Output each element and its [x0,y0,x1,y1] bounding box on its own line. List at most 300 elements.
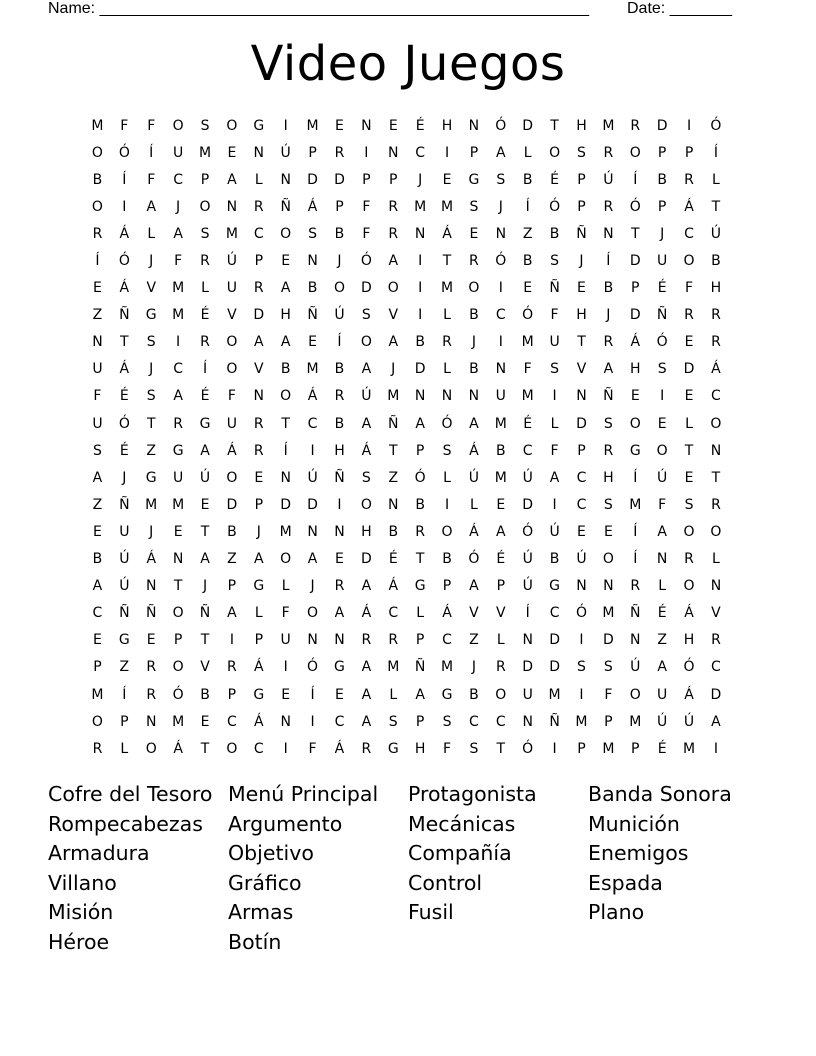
grid-letter: G [118,632,130,649]
grid-row [84,546,732,573]
grid-letter: P [442,578,452,595]
grid-letter: O [683,578,695,595]
grid-letter: Í [606,253,611,270]
grid-letter: C [495,307,506,324]
word-list-item: Fusil [408,900,454,925]
grid-letter: Ñ [656,307,668,324]
grid-letter: O [199,198,211,215]
grid-letter: N [307,253,318,270]
grid-letter: Ó [683,659,695,676]
grid-letter: B [469,361,479,378]
grid-letter: R [495,659,506,676]
grid-letter: B [388,523,399,540]
grid-letter: U [92,415,103,432]
grid-letter: Ó [118,253,130,270]
grid-letter: L [281,578,290,595]
grid-letter: Á [442,605,452,622]
grid-letter: Á [684,198,694,215]
grid-letter: B [549,225,560,242]
grid-letter: P [254,253,264,270]
word-list-item: Gráfico [228,870,302,895]
grid-letter: J [579,253,584,270]
grid-letter: Ñ [630,605,641,622]
grid-letter: É [657,605,667,622]
grid-letter: Ñ [576,225,587,242]
grid-letter: Ñ [119,496,130,513]
grid-letter: R [415,523,425,540]
grid-letter: E [469,225,479,242]
grid-letter: I [337,496,342,513]
grid-letter: Ñ [307,307,318,324]
grid-letter: E [173,523,183,540]
grid-letter: E [93,632,102,649]
grid-letter: R [711,307,721,324]
grid-letter: B [442,551,452,568]
grid-letter: O [280,388,292,405]
grid-letter: L [712,171,720,188]
grid-letter: P [200,171,210,188]
grid-letter: A [388,253,399,270]
grid-letter: D [656,117,668,134]
grid-letter: Í [525,605,530,622]
grid-row [84,356,732,383]
grid-letter: G [145,307,157,324]
grid-letter: V [227,307,237,324]
grid-letter: M [91,117,104,134]
grid-letter: H [629,361,641,378]
grid-letter: Z [92,496,103,513]
grid-letter: B [227,523,237,540]
grid-letter: M [521,388,534,405]
grid-letter: Ó [710,117,722,134]
grid-letter: I [310,442,315,459]
grid-letter: E [146,632,156,649]
grid-letter: M [145,496,158,513]
grid-letter: S [577,144,586,161]
grid-letter: D [549,659,560,676]
grid-letter: L [254,171,263,188]
grid-letter: H [414,740,426,757]
grid-letter: F [550,442,559,459]
grid-letter: Ú [119,551,130,568]
grid-letter: T [200,632,210,649]
grid-letter: I [552,388,557,405]
grid-letter: I [444,144,450,161]
grid-letter: U [549,334,560,351]
grid-letter: Á [361,605,372,622]
grid-letter: R [334,578,345,595]
grid-letter: N [468,117,480,134]
grid-letter: R [684,171,694,188]
grid-letter: P [362,171,371,188]
grid-letter: I [660,388,665,405]
grid-letter: L [712,551,720,568]
grid-letter: Ú [522,578,533,595]
grid-letter: T [496,740,506,757]
grid-letter: M [306,117,319,134]
grid-letter: N [92,334,103,351]
grid-letter: N [307,523,318,540]
grid-letter: E [227,144,237,161]
grid-letter: Á [119,361,130,378]
word-list-item: Plano [588,900,645,925]
grid-letter: T [146,415,156,432]
grid-letter: F [685,280,694,297]
grid-letter: L [470,496,478,513]
grid-letter: O [280,551,292,568]
grid-letter: C [684,225,694,242]
grid-letter: S [603,496,613,513]
grid-letter: A [657,659,667,676]
grid-letter: H [710,280,722,297]
grid-letter: J [471,334,476,351]
grid-letter: U [226,280,238,297]
grid-letter: E [442,171,452,188]
grid-letter: Z [522,225,533,242]
grid-letter: U [119,523,130,540]
grid-letter: Z [388,469,399,486]
grid-letter: E [603,523,613,540]
grid-letter: A [388,334,399,351]
grid-letter: I [498,334,503,351]
grid-letter: Ó [495,117,507,134]
grid-letter: J [471,659,476,676]
grid-letter: P [469,144,479,161]
grid-letter: G [334,659,345,676]
grid-letter: R [146,659,157,676]
grid-letter: R [361,740,372,757]
grid-row [84,166,732,193]
grid-letter: G [549,578,561,595]
word-list-item: Héroe [48,929,110,954]
grid-letter: M [172,307,185,324]
grid-letter: A [361,686,372,703]
grid-letter: R [200,253,210,270]
grid-letter: Á [630,334,641,351]
grid-letter: C [495,713,506,730]
grid-letter: F [362,198,371,215]
grid-letter: A [254,551,264,568]
grid-letter: D [253,307,265,324]
name-line: Name: _______________________________________________________ [48,0,589,17]
grid-letter: O [710,415,722,432]
grid-letter: S [93,442,102,459]
word-list-item: Armadura [48,841,150,866]
grid-letter: Í [633,523,638,540]
grid-letter: Ú [280,144,291,161]
grid-letter: E [496,496,506,513]
grid-letter: Ó [172,686,184,703]
grid-letter: P [254,496,264,513]
grid-letter: A [200,442,210,459]
grid-letter: M [306,361,319,378]
grid-letter: T [173,578,183,595]
grid-letter: Ñ [334,469,345,486]
grid-letter: R [227,659,237,676]
grid-letter: J [149,253,154,270]
grid-letter: F [281,605,290,622]
grid-letter: N [280,171,291,188]
grid-letter: P [227,578,237,595]
word-column [48,780,228,958]
grid-letter: E [281,686,291,703]
grid-letter: C [388,605,399,622]
grid-letter: G [145,469,157,486]
grid-letter: N [576,578,587,595]
grid-letter: O [602,551,614,568]
grid-letter: L [120,740,129,757]
grid-letter: Ú [522,469,533,486]
grid-letter: C [227,713,237,730]
grid-letter: E [523,280,533,297]
grid-letter: Á [119,280,130,297]
grid-letter: A [711,713,721,730]
grid-letter: T [711,469,721,486]
grid-letter: E [684,334,694,351]
grid-letter: A [200,551,210,568]
grid-letter: B [307,280,318,297]
grid-letter: G [414,578,426,595]
grid-letter: J [122,469,127,486]
grid-letter: P [577,198,586,215]
grid-letter: V [576,361,587,378]
grid-letter: L [201,280,209,297]
grid-letter: D [334,171,345,188]
grid-letter: Ú [657,469,668,486]
grid-letter: R [603,144,614,161]
grid-letter: N [441,388,453,405]
grid-letter: V [254,361,264,378]
grid-letter: N [414,225,426,242]
grid-letter: P [657,144,667,161]
grid-letter: S [550,361,560,378]
grid-letter: Á [254,713,264,730]
grid-letter: A [92,469,103,486]
grid-letter: I [418,280,423,297]
grid-letter: Ú [630,659,641,676]
grid-letter: E [308,334,317,351]
grid-letter: Ó [522,523,534,540]
grid-letter: Á [307,388,318,405]
grid-letter: Ó [629,198,641,215]
grid-letter: I [418,253,423,270]
grid-letter: P [93,659,102,676]
grid-letter: A [415,415,425,432]
grid-letter: U [172,469,184,486]
grid-letter: S [200,117,210,134]
grid-letter: M [548,686,561,703]
grid-letter: G [253,686,265,703]
grid-letter: N [253,144,265,161]
grid-letter: D [549,632,560,649]
grid-letter: A [307,551,318,568]
grid-letter: M [172,280,185,297]
grid-letter: B [92,551,103,568]
grid-letter: P [254,632,264,649]
grid-letter: D [602,632,614,649]
grid-letter: R [146,686,157,703]
grid-letter: Ó [468,551,480,568]
grid-letter: R [711,496,721,513]
grid-letter: Ú [603,171,614,188]
grid-letter: Ñ [119,605,130,622]
grid-letter: I [444,496,450,513]
grid-letter: É [657,280,667,297]
grid-letter: L [658,578,667,595]
grid-letter: O [683,523,695,540]
grid-letter: J [418,171,423,188]
grid-letter: Ú [307,469,318,486]
grid-letter: O [280,225,292,242]
grid-letter: E [93,523,102,540]
grid-letter: S [603,415,613,432]
grid-letter: E [200,496,210,513]
grid-letter: O [629,686,641,703]
grid-letter: P [415,713,425,730]
grid-letter: Ú [334,307,345,324]
grid-letter: S [550,253,560,270]
grid-letter: C [173,171,183,188]
grid-row [84,193,732,220]
grid-letter: O [226,361,238,378]
grid-letter: O [226,334,238,351]
grid-letter: Ó [414,469,426,486]
grid-letter: R [253,442,264,459]
grid-letter: I [552,496,557,513]
grid-letter: A [92,578,103,595]
grid-letter: R [711,334,721,351]
grid-letter: J [149,361,154,378]
grid-letter: B [415,334,425,351]
grid-letter: P [577,740,586,757]
grid-letter: P [496,578,506,595]
grid-letter: M [602,605,615,622]
grid-letter: R [630,578,641,595]
grid-letter: Í [122,686,127,703]
grid-letter: C [576,496,587,513]
grid-letter: R [253,198,264,215]
grid-letter: N [522,713,533,730]
grid-letter: F [308,740,317,757]
grid-letter: T [550,117,559,134]
grid-letter: G [253,578,265,595]
grid-letter: V [200,659,210,676]
grid-letter: Á [469,523,479,540]
grid-letter: L [550,415,559,432]
grid-row [84,275,732,302]
grid-letter: Í [337,334,342,351]
grid-letter: M [575,713,588,730]
grid-letter: P [604,713,613,730]
grid-letter: C [469,713,479,730]
grid-row [84,139,732,166]
grid-letter: U [92,361,103,378]
grid-letter: É [415,117,425,134]
grid-letter: A [361,415,372,432]
grid-letter: Á [684,686,694,703]
grid-letter: N [307,632,318,649]
grid-row [84,654,732,681]
grid-letter: M [682,740,696,757]
grid-letter: T [684,442,694,459]
grid-letter: M [414,198,427,215]
grid-letter: R [334,144,345,161]
grid-letter: O [683,253,695,270]
grid-letter: I [229,632,234,649]
word-list-item: Misión [48,900,114,925]
grid-letter: R [603,334,614,351]
grid-letter: N [576,388,587,405]
grid-letter: D [576,415,587,432]
grid-letter: B [522,253,533,270]
grid-row [84,247,732,274]
grid-letter: R [92,740,103,757]
grid-letter: N [334,632,345,649]
grid-letter: Ñ [414,659,426,676]
grid-letter: M [602,740,615,757]
grid-letter: N [656,551,668,568]
grid-letter: T [711,198,721,215]
grid-letter: O [172,605,184,622]
grid-letter: Ú [683,713,695,730]
grid-letter: Í [525,198,530,215]
word-list-item: Rompecabezas [48,811,203,836]
grid-letter: J [660,225,665,242]
grid-letter: Í [633,551,638,568]
grid-letter: F [442,740,452,757]
grid-letter: A [254,334,264,351]
grid-letter: M [172,713,185,730]
grid-letter: H [683,632,695,649]
grid-letter: Á [334,740,345,757]
grid-letter: I [283,740,288,757]
grid-letter: Ú [522,551,533,568]
grid-letter: G [199,415,211,432]
word-column [588,780,768,928]
grid-letter: U [522,686,533,703]
grid-letter: P [389,171,398,188]
grid-letter: É [550,171,560,188]
grid-letter: P [631,280,640,297]
grid-letter: F [147,117,156,134]
grid-letter: I [310,713,315,730]
grid-letter: V [469,605,479,622]
grid-letter: Ú [199,469,211,486]
grid-letter: B [549,551,560,568]
grid-letter: H [441,117,453,134]
grid-letter: Ó [495,253,507,270]
grid-letter: N [468,388,480,405]
grid-letter: O [710,523,722,540]
grid-letter: N [603,578,614,595]
grid-letter: C [549,605,560,622]
grid-letter: N [361,117,372,134]
grid-letter: N [388,144,399,161]
grid-letter: L [389,686,398,703]
grid-letter: M [387,659,400,676]
grid-letter: E [335,117,344,134]
grid-letter: Á [227,442,237,459]
letter-grid [84,112,732,762]
grid-letter: N [522,632,533,649]
grid-letter: Z [146,442,157,459]
grid-letter: J [149,523,154,540]
grid-row [84,464,732,491]
grid-letter: O [91,713,103,730]
grid-letter: A [496,523,506,540]
grid-letter: É [388,551,398,568]
grid-letter: T [120,334,129,351]
